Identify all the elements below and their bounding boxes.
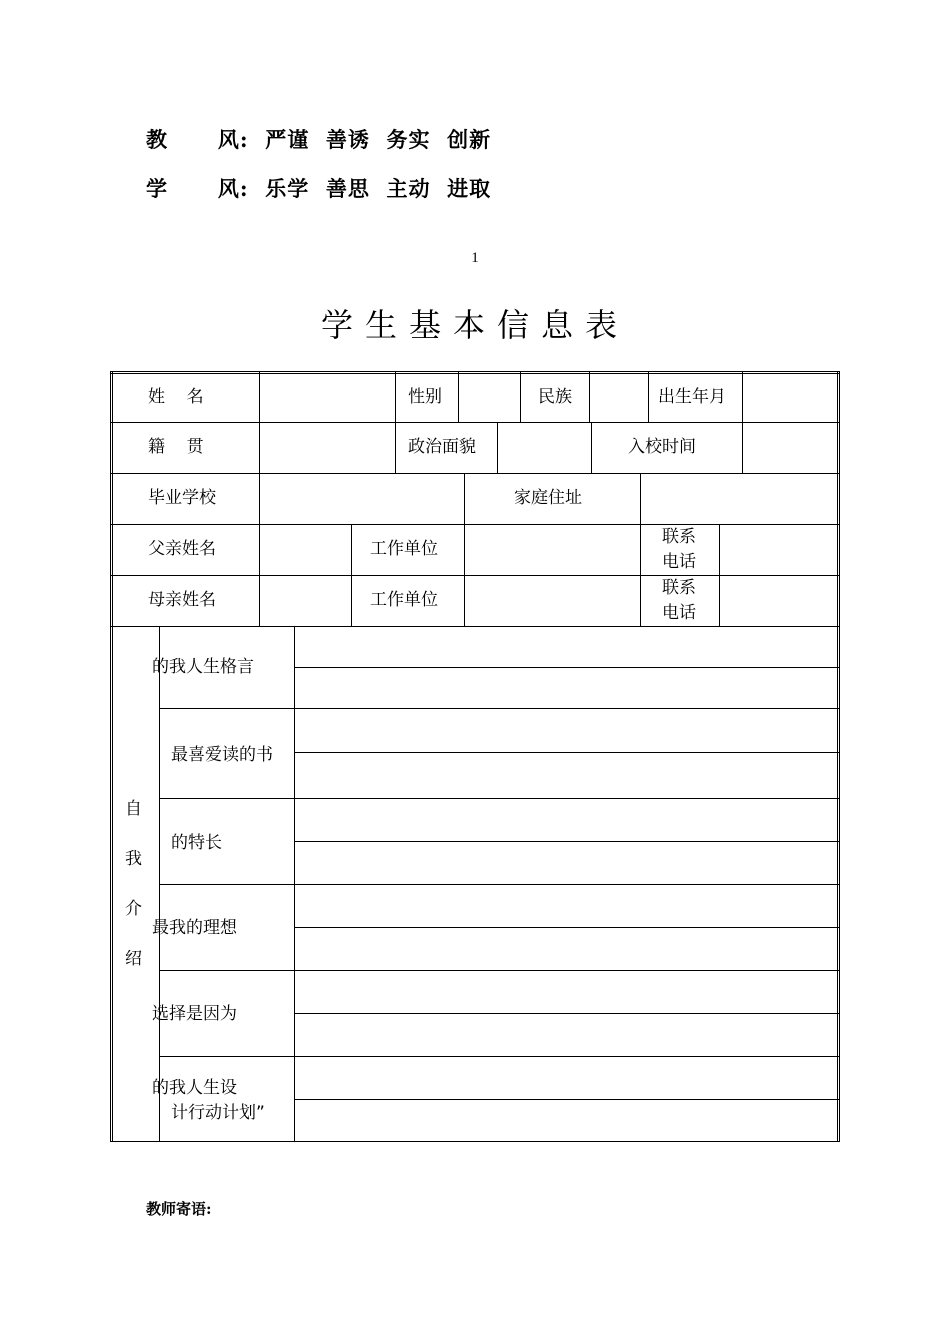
label-phone: 联系 电话 [662,578,696,623]
teacher-message-label: 教师寄语: [146,1200,212,1218]
col-divider [520,371,521,422]
writing-line [294,752,839,753]
row-divider [110,422,840,423]
col-divider [259,473,260,626]
label-native-place: 籍 贯 [148,437,204,457]
col-divider [742,371,743,473]
label-favorite-book: 最喜爱读的书 [171,745,273,765]
table-border [837,371,838,1142]
writing-line [294,841,839,842]
section-divider [159,884,839,885]
writing-line [294,1099,839,1100]
table-border [112,371,113,1142]
label-gender: 性别 [408,387,442,407]
section-divider [159,798,839,799]
row-divider [110,626,840,627]
learning-motto: 学 风: 乐学 善思 主动 进取 [146,176,492,201]
page-number: 1 [471,250,479,266]
col-divider [640,473,641,626]
label-work-unit: 工作单位 [370,539,438,559]
row-divider [110,524,840,525]
writing-line [294,667,839,668]
writing-line [294,1013,839,1014]
col-divider [497,422,498,473]
col-divider [259,371,260,473]
label-work-unit: 工作单位 [370,590,438,610]
row-divider [110,473,840,474]
label-father-name: 父亲姓名 [148,539,216,559]
label-life-plan-cont: 计行动计划” [171,1103,265,1123]
label-self-intro: 自 我 介 绍 [125,799,142,969]
col-divider [395,422,396,473]
label-life-plan: 的我人生设 [152,1078,237,1098]
table-border [110,1141,840,1142]
row-divider [110,575,840,576]
label-birth: 出生年月 [658,387,726,407]
col-divider [648,371,649,422]
student-info-table [110,371,840,1142]
label-life-motto: 的我人生格言 [152,657,254,677]
col-divider [464,473,465,626]
label-ideal: 最我的理想 [152,918,237,938]
label-name: 姓 名 [148,387,204,407]
col-divider [591,422,592,473]
table-border [110,373,840,374]
col-divider [351,524,352,626]
label-mother-name: 母亲姓名 [148,590,216,610]
label-home-address: 家庭住址 [514,488,582,508]
label-specialty: 的特长 [171,833,222,853]
table-border [110,371,111,1142]
col-divider [589,371,590,422]
section-divider [159,970,839,971]
col-divider [458,371,459,422]
teaching-motto: 教 风: 严谨 善诱 务实 创新 [146,127,492,152]
label-enroll-date: 入校时间 [628,437,696,457]
label-choice-reason: 选择是因为 [152,1004,237,1024]
table-border [839,371,840,1142]
page-title: 学生基本信息表 [320,306,629,344]
label-graduate-school: 毕业学校 [148,488,216,508]
col-divider [719,524,720,626]
section-divider [159,708,839,709]
label-ethnicity: 民族 [538,387,572,407]
writing-line [294,927,839,928]
label-phone: 联系 电话 [662,527,696,572]
table-border [110,371,840,372]
col-divider [395,371,396,422]
section-divider [159,1056,839,1057]
label-political-status: 政治面貌 [408,437,476,457]
